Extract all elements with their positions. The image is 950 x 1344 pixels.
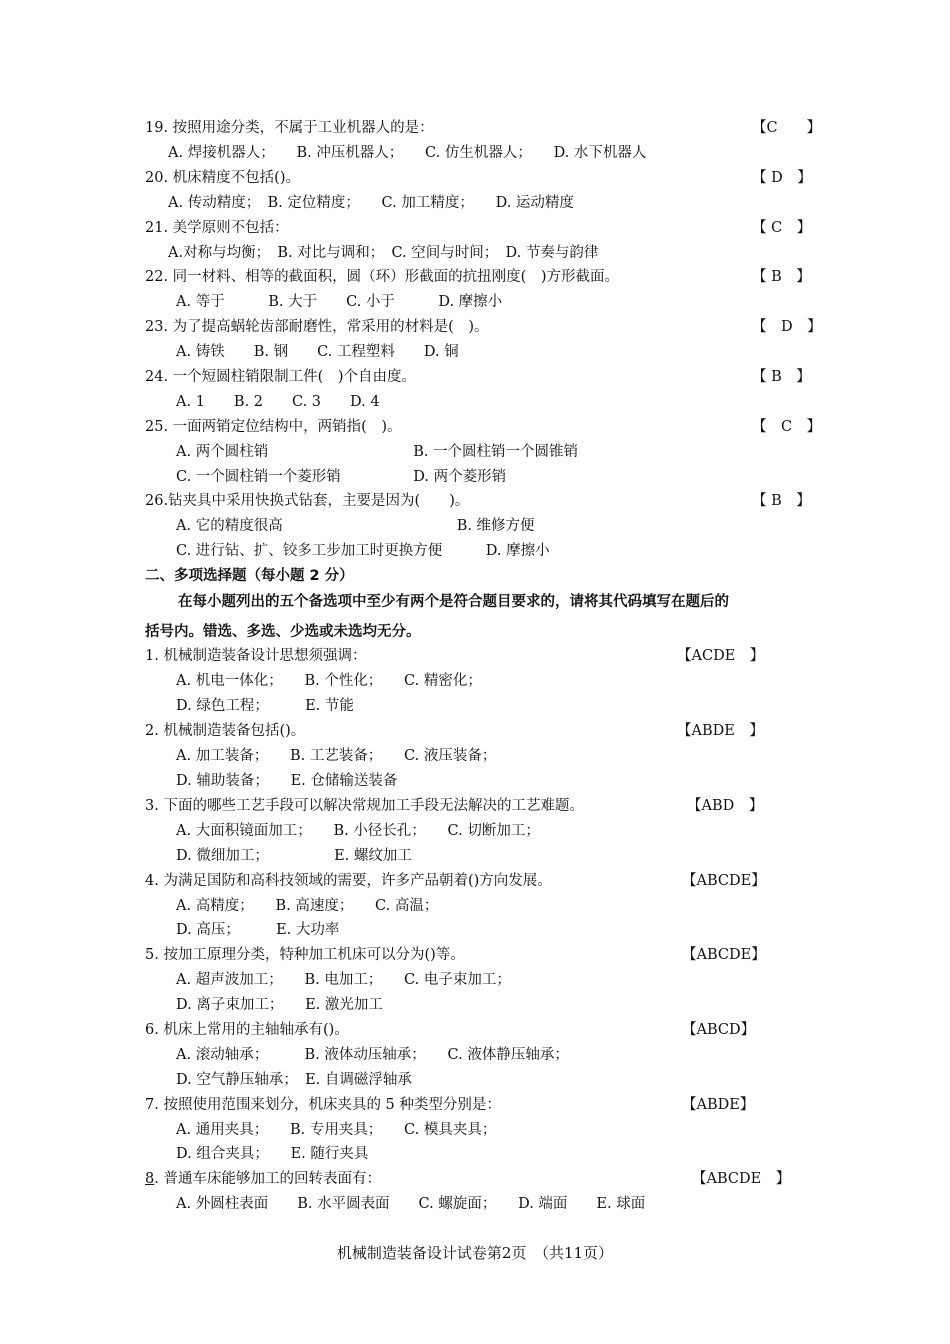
question-26: 26.钻夹具中采用快换式钻套，主要是因为( )。 (145, 493, 470, 509)
options-20: A. 传动精度； B. 定位精度； C. 加工精度； D. 运动精度 (168, 195, 574, 211)
multi-options-7-line1: A. 通用夹具； B. 专用夹具； C. 模具夹具； (176, 1122, 497, 1138)
answer-21: 【 C 】 (752, 220, 812, 236)
multi-answer-4: 【ABCDE】 (682, 873, 766, 889)
multi-answer-2: 【ABDE 】 (677, 723, 764, 739)
multi-options-4-line2: D. 高压； E. 大功率 (176, 922, 340, 938)
options-19: A. 焊接机器人； B. 冲压机器人； C. 仿生机器人； D. 水下机器人 (168, 145, 647, 161)
answer-25: 【 C 】 (752, 419, 822, 435)
multi-options-5-line2: D. 离子束加工； E. 激光加工 (176, 997, 383, 1013)
multi-answer-8: 【ABCDE 】 (692, 1171, 791, 1187)
question-25: 25. 一面两销定位结构中，两销指( )。 (145, 419, 402, 435)
question-24: 24. 一个短圆柱销限制工件( )个自由度。 (145, 369, 416, 385)
multi-answer-6: 【ABCD】 (682, 1022, 756, 1038)
question-23: 23. 为了提高蜗轮齿部耐磨性，常采用的材料是( )。 (145, 319, 489, 335)
options-26-line1: A. 它的精度很高 B. 维修方便 (176, 518, 535, 534)
multi-question-4: 4. 为满足国防和高科技领域的需要，许多产品朝着()方向发展。 (145, 873, 552, 889)
multi-answer-3: 【ABD 】 (687, 798, 764, 814)
multi-options-3-line1: A. 大面积镜面加工； B. 小径长孔； C. 切断加工； (176, 823, 540, 839)
answer-23: 【 D 】 (752, 319, 822, 335)
question-8-number: 8 (145, 1171, 155, 1187)
multi-options-3-line2: D. 微细加工； E. 螺纹加工 (176, 848, 412, 864)
section-2-title: 二、多项选择题（每小题 2 分） (145, 568, 354, 584)
options-22: A. 等于 B. 大于 C. 小于 D. 摩擦小 (176, 294, 503, 310)
multi-options-5-line1: A. 超声波加工； B. 电加工； C. 电子束加工； (176, 972, 511, 988)
question-21: 21. 美学原则不包括： (145, 220, 289, 236)
multi-question-7: 7. 按照使用范围来划分，机床夹具的 5 种类型分别是： (145, 1097, 501, 1113)
multi-question-6: 6. 机床上常用的主轴轴承有()。 (145, 1022, 349, 1038)
section-2-instruction-line2: 括号内。错选、多选、少选或未选均无分。 (145, 624, 421, 640)
multi-options-1-line1: A. 机电一体化； B. 个性化； C. 精密化； (176, 673, 482, 689)
answer-20: 【 D 】 (752, 170, 812, 186)
options-26-line2: C. 进行钻、扩、铰多工步加工时更换方便 D. 摩擦小 (176, 543, 550, 559)
page-footer: 机械制造装备设计试卷第2页 （共11页） (336, 1244, 614, 1262)
multi-options-2-line1: A. 加工装备； B. 工艺装备； C. 液压装备； (176, 748, 497, 764)
question-19: 19. 按照用途分类，不属于工业机器人的是： (145, 120, 434, 136)
multi-question-2: 2. 机械制造装备包括()。 (145, 723, 306, 739)
multi-options-6-line1: A. 滚动轴承； B. 液体动压轴承； C. 液体静压轴承； (176, 1047, 569, 1063)
answer-26: 【 B 】 (752, 493, 811, 509)
answer-22: 【 B 】 (752, 269, 811, 285)
multi-answer-7: 【ABDE】 (682, 1097, 755, 1113)
question-20: 20. 机床精度不包括()。 (145, 170, 300, 186)
question-8-text: . 普通车床能够加工的回转表面有： (154, 1171, 381, 1187)
options-23: A. 铸铁 B. 钢 C. 工程塑料 D. 铜 (176, 344, 459, 360)
multi-question-1: 1. 机械制造装备设计思想须强调： (145, 648, 367, 664)
multi-question-5: 5. 按加工原理分类，特种加工机床可以分为()等。 (145, 947, 465, 963)
question-22: 22. 同一材料、相等的截面积，圆（环）形截面的抗扭刚度( )方形截面。 (145, 269, 619, 285)
multi-options-7-line2: D. 组合夹具； E. 随行夹具 (176, 1146, 369, 1162)
answer-19: 【C 】 (752, 120, 822, 136)
section-2-instruction-line1: 在每小题列出的五个备选项中至少有两个是符合题目要求的，请将其代码填写在题后的 (178, 594, 729, 610)
multi-options-4-line1: A. 高精度； B. 高速度； C. 高温； (176, 898, 439, 914)
multi-question-3: 3. 下面的哪些工艺手段可以解决常规加工手段无法解决的工艺难题。 (145, 798, 584, 814)
options-25-line2: C. 一个圆柱销一个菱形销 D. 两个菱形销 (176, 469, 507, 485)
multi-answer-1: 【ACDE 】 (677, 648, 765, 664)
multi-options-1-line2: D. 绿色工程； E. 节能 (176, 698, 354, 714)
options-21: A.对称与均衡； B. 对比与调和； C. 空间与时间； D. 节奏与韵律 (168, 245, 599, 261)
answer-24: 【 B 】 (752, 369, 811, 385)
multi-options-6-line2: D. 空气静压轴承； E. 自调磁浮轴承 (176, 1072, 412, 1088)
options-24: A. 1 B. 2 C. 3 D. 4 (176, 394, 380, 410)
multi-question-8 (145, 1169, 381, 1189)
multi-options-8-line1: A. 外圆柱表面 B. 水平圆表面 C. 螺旋面； D. 端面 E. 球面 (176, 1196, 646, 1212)
options-25-line1: A. 两个圆柱销 B. 一个圆柱销一个圆锥销 (176, 444, 579, 460)
multi-answer-5: 【ABCDE】 (682, 947, 766, 963)
multi-options-2-line2: D. 辅助装备； E. 仓储输送装备 (176, 773, 398, 789)
